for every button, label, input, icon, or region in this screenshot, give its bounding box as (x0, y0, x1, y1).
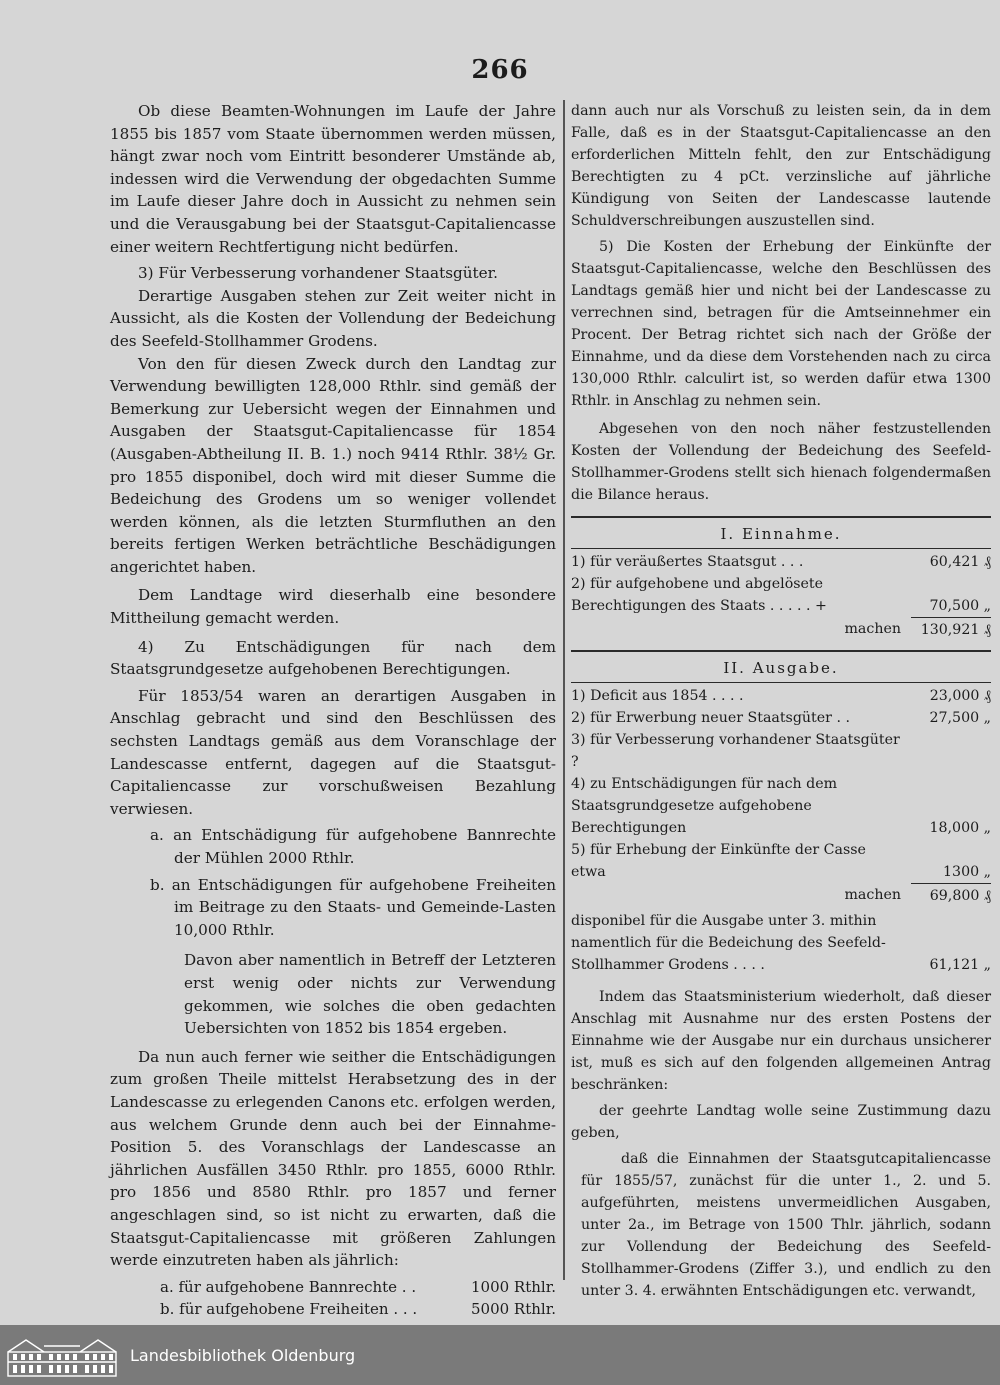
paragraph: Derartige Ausgaben stehen zur Zeit weiter nicht in Aussicht, als die Kosten der Vollendung der Bedeichung des Seefeld-Stollhammer Grodens. (110, 286, 556, 350)
paragraph: 5) Die Kosten der Erhebung der Einkünfte der Staatsgut-Capitaliencasse, welche den Beschlüssen des Landtags gemäß hier und nicht bei der Landescasse zu verrechnen sind, betragen für die Amtseinnehmer ein Procent. Der Betrag richtet sich nach der Größe der Einnahme, und da diese dem Vorstehenden nach zu circa 130,000 Rthlr. calculirt ist, so werden dafür etwa 1300 Rthlr. in Anschlag zu nehmen sein. (571, 239, 991, 409)
expense-row (571, 773, 991, 839)
row-label: disponibel für die Ausgabe unter 3. mithin namentlich für die Bedeichung des Seefeld-Stollhammer Grodens . . . . (571, 913, 886, 973)
page-number: 266 (471, 55, 529, 85)
row-label: 2) für aufgehobene und abgelösete Berechtigungen des Staats . . . . . + (571, 576, 827, 614)
sum-label: machen (844, 887, 901, 903)
right-column (571, 100, 991, 1302)
row-amount: 70,500 „ (929, 598, 991, 614)
left-column (110, 100, 556, 1325)
table-rule (571, 682, 991, 683)
income-heading: I. Einnahme. (720, 525, 842, 543)
row-amount: 27,500 „ (929, 710, 991, 726)
library-name: Landesbibliothek Oldenburg (130, 1345, 356, 1365)
row-label: 3) für Verbesserung vorhandener Staatsgüter ? (571, 732, 900, 770)
paragraph: Indem das Staatsministerium wiederholt, daß dieser Anschlag mit Ausnahme nur des ersten Postens der Einnahme wie der Ausgabe nur ein durchaus unsicherer ist, muß es sich auf den folgenden allgemeinen Antrag beschränken: (571, 989, 991, 1093)
sum-label: machen (844, 621, 901, 637)
library-building-icon (0, 1325, 124, 1385)
amount-value: 5000 Rthlr. (470, 1300, 556, 1319)
row-amount: 60,421 ₰ (929, 554, 991, 570)
row-label: 2) für Erwerbung neuer Staatsgüter . . (571, 710, 850, 726)
table-rule (571, 516, 991, 518)
row-amount: 1300 „ (943, 864, 991, 880)
income-sum (571, 617, 991, 642)
sum-amount: 130,921 ₰ (911, 617, 991, 642)
expense-row (571, 839, 991, 883)
paragraph: Ob diese Beamten-Wohnungen im Laufe der Jahre 1855 bis 1857 vom Staate übernommen werden müssen, hängt zwar noch vom Eintritt besonderer Umstände ab, indessen wird die Verwendung der obgedachten Summe im Laufe dieser Jahre doch in Aussicht zu nehmen sein und die Verausgabung bei der Staatsgut-Capitaliencasse einer weitern Rechtfertigung nicht bedürfen. (110, 102, 556, 256)
expense-row (571, 685, 991, 707)
table-rule (571, 650, 991, 652)
expense-row (571, 707, 991, 729)
expense-heading: II. Ausgabe. (723, 659, 839, 677)
paragraph: Für 1853/54 waren an derartigen Ausgaben in Anschlag gebracht und sind den Beschlüssen des sechsten Landtags gemäß aus dem Voranschlage der Landescasse entfernt, dagegen auf die Staatsgut-Capitaliencasse zur vorschußweisen Bezahlung verwiesen. (110, 686, 556, 818)
row-amount: 61,121 „ (929, 957, 991, 973)
amount-value: 1000 Rthlr. (470, 1277, 556, 1296)
row-amount: 23,000 ₰ (929, 688, 991, 704)
paragraph: Dem Landtage wird dieserhalb eine besondere Mittheilung gemacht werden. (110, 586, 556, 628)
row-label: 1) Deficit aus 1854 . . . . (571, 688, 744, 704)
motion-line: der geehrte Landtag wolle seine Zustimmung dazu geben, (571, 1103, 991, 1141)
sum-amount: 69,800 ₰ (911, 883, 991, 908)
expense-sum (571, 883, 991, 908)
section-heading: 3) Für Verbesserung vorhandener Staatsgüter. (138, 264, 498, 283)
table-rule (571, 548, 991, 549)
row-label: 5) für Erhebung der Einkünfte der Casse etwa (571, 842, 866, 880)
paragraph: Abgesehen von den noch näher festzustellenden Kosten der Vollendung der Bedeichung des Seefeld-Stollhammer-Grodens stellt sich hienach folgendermaßen die Bilance heraus. (571, 421, 991, 503)
paragraph: Von den für diesen Zweck durch den Landtag zur Verwendung bewilligten 128,000 Rthlr. sind gemäß der Bemerkung zur Uebersicht wegen der Einnahmen und Ausgaben der Staatsgut-Capitaliencasse für 1854 (Ausgaben-Abtheilung II. B. 1.) noch 9414 Rthlr. 38½ Gr. pro 1855 disponibel, doch wird mit dieser Summe die Bedeichung des Grodens um so weniger vollendet werden können, als die letzten Sturmfluthen an den bereits fertigen Werken beträchtliche Beschädigungen angerichtet haben. (110, 354, 556, 576)
amount-line (110, 1298, 556, 1321)
column-divider (563, 100, 565, 1280)
list-item-a: a. an Entschädigung für aufgehobene Bannrechte der Mühlen 2000 Rthlr. (150, 826, 556, 867)
row-amount: 18,000 „ (929, 820, 991, 836)
amount-line (110, 1276, 556, 1299)
library-footer (0, 1325, 1000, 1385)
motion-text: daß die Einnahmen der Staatsgutcapitaliencasse für 1855/57, zunächst für die unter 1., 2. und 5. aufgeführten, meistens unvermeidlichen Ausgaben, unter 2a., im Betrage von 1500 Thlr. jährlich, sodann zur Vollendung der Bedeichung des Seefeld-Stollhammer-Grodens (Ziffer 3.), und endlich zu den unter 3. 4. erwähnten Entschädigungen etc. verwandt, (581, 1151, 991, 1299)
income-row (571, 551, 991, 573)
disposable-row (571, 910, 991, 976)
amount-label: b. für aufgehobene Freiheiten . . . (160, 1300, 418, 1319)
row-label: 4) zu Entschädigungen für nach dem Staatsgrundgesetze aufgehobene Berechtigungen (571, 776, 838, 836)
row-label: 1) für veräußertes Staatsgut . . . (571, 554, 804, 570)
paragraph: Da nun auch ferner wie seither die Entschädigungen zum großen Theile mittelst Herabsetzung des in der Landescasse zu erlegenden Canons etc. erfolgen werden, aus welchem Grunde denn auch bei der Einnahme-Position 5. des Voranschlags der Landescasse an jährlichen Ausfällen 3450 Rthlr. pro 1855, 6000 Rthlr. pro 1856 und 8580 Rthlr. pro 1857 und ferner angeschlagen sind, so ist nicht zu erwarten, daß die Staatsgut-Capitaliencasse mit größeren Zahlungen werde einzutreten haben als jährlich: (110, 1047, 556, 1270)
income-row (571, 573, 991, 617)
amount-label: a. für aufgehobene Bannrechte . . (160, 1277, 417, 1296)
amount-list (110, 1276, 556, 1321)
paragraph: Davon aber namentlich in Betreff der Letzteren erst wenig oder nichts zur Verwendung gekommen, wie solches die oben gedachten Uebersichten von 1852 bis 1854 ergeben. (184, 951, 556, 1038)
paragraph: dann auch nur als Vorschuß zu leisten sein, da in dem Falle, daß es in der Staatsgut-Capitaliencasse an den erforderlichen Mitteln fehlt, den zur Entschädigung Berechtigten zu 4 pCt. verzinsliche auf jährliche Kündigung von Seiten der Landescasse lautende Schuldverschreibungen auszustellen sind. (571, 103, 991, 229)
list-item-b: b. an Entschädigungen für aufgehobene Freiheiten im Beitrage zu den Staats- und Gemeinde-Lasten 10,000 Rthlr. (150, 875, 556, 939)
expense-row (571, 729, 991, 773)
section-heading: 4) Zu Entschädigungen für nach dem Staatsgrundgesetze aufgehobenen Berechtigungen. (110, 637, 556, 679)
